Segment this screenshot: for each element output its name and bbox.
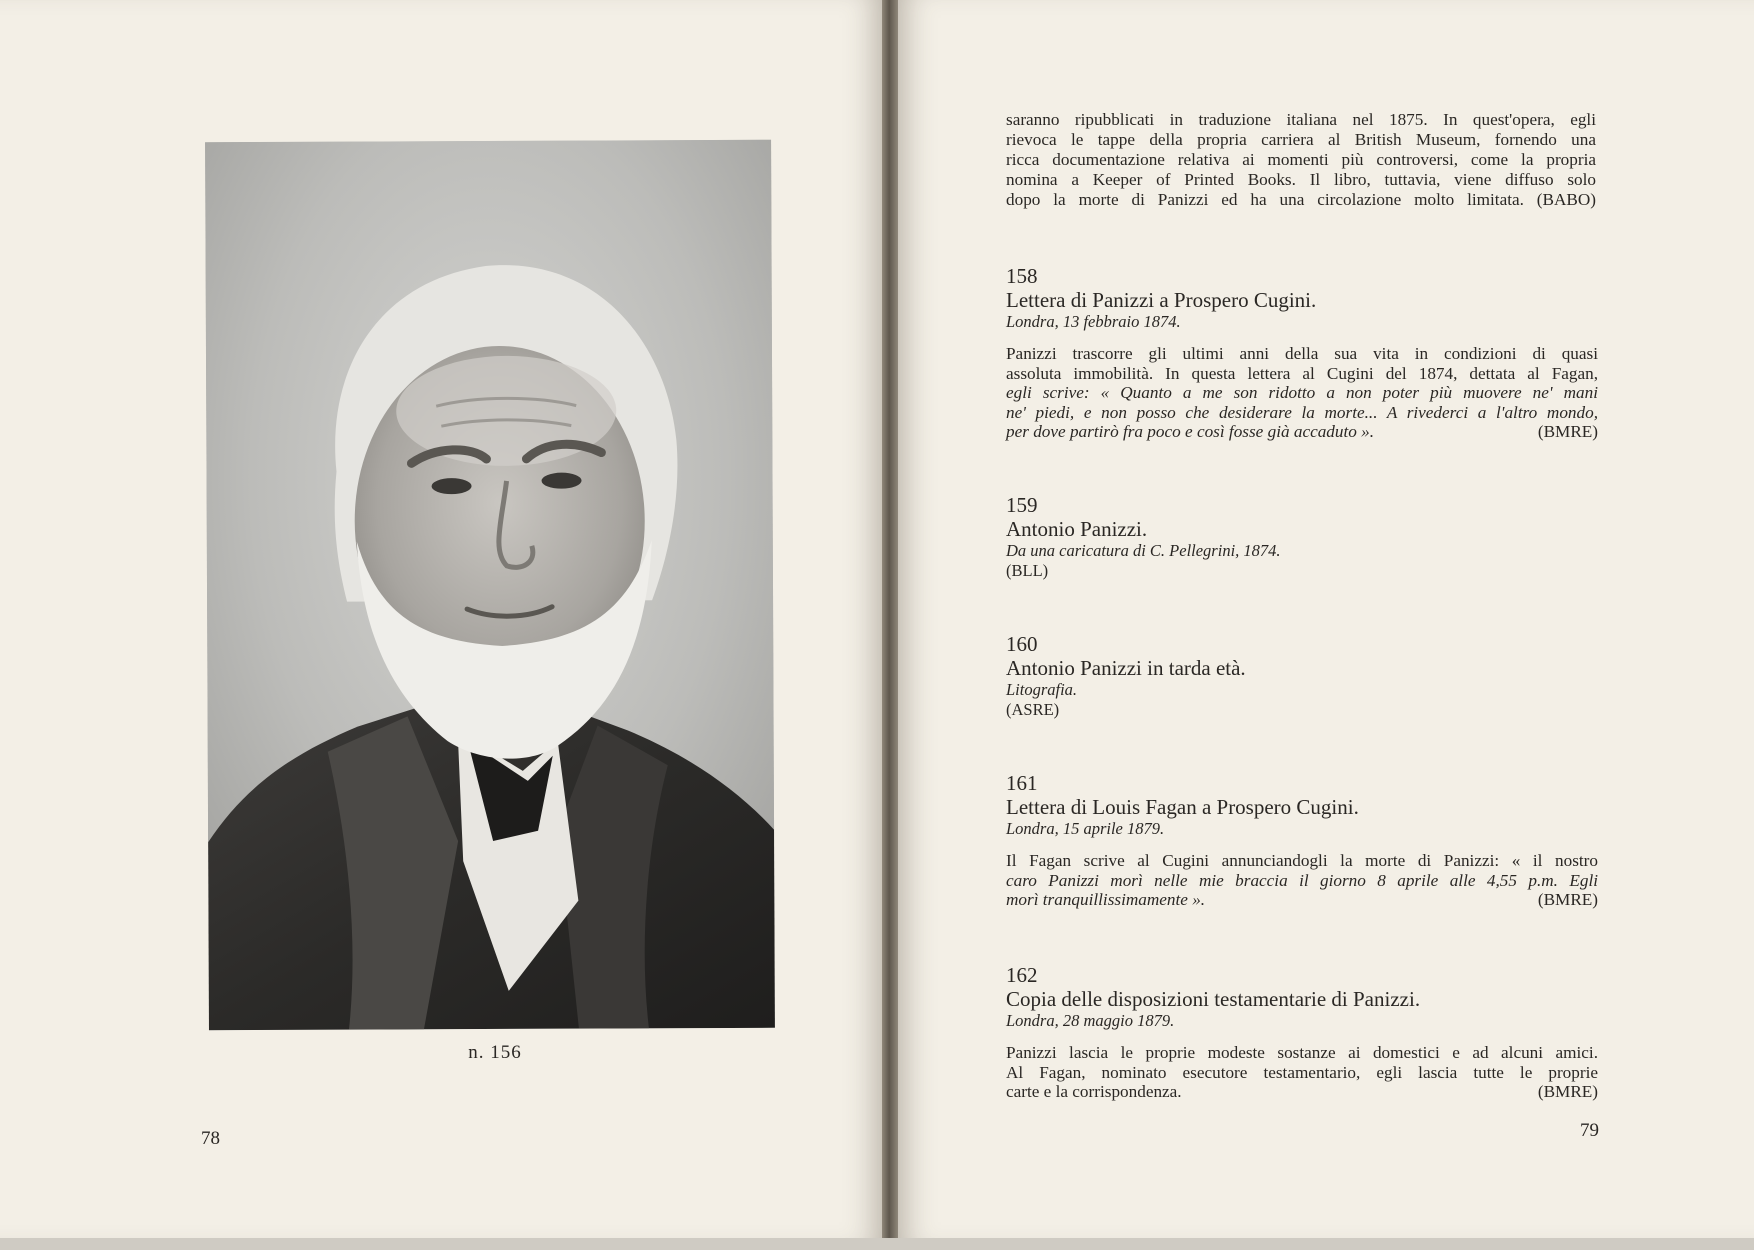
intro-paragraph xyxy=(1006,110,1596,210)
entry-reference: (BMRE) xyxy=(1537,1082,1598,1102)
entry-number: 160 xyxy=(1006,632,1038,656)
body-line: Panizzi trascorre gli ultimi anni della sua vita in condizioni di quasi xyxy=(1006,344,1598,363)
body-line: egli scrive: « Quanto a me son ridotto a non poter più muovere ne' mani xyxy=(1006,383,1598,403)
body-line: Al Fagan, nominato esecutore testamentario, egli lascia tutte le proprie xyxy=(1006,1062,1598,1082)
body-line: per dove partirò fra poco e così fosse già accaduto ». xyxy=(1006,422,1375,442)
entry-body xyxy=(1006,344,1598,442)
entry-title: Lettera di Panizzi a Prospero Cugini. xyxy=(1006,288,1317,312)
body-line: Il Fagan scrive al Cugini annunciandogli la morte di Panizzi: « il nostro xyxy=(1006,851,1598,870)
entry-reference: (BLL) xyxy=(1006,561,1049,580)
catalog-entry-162 xyxy=(1006,963,1598,1102)
catalog-entry-161 xyxy=(1006,771,1598,910)
entry-title: Antonio Panizzi. xyxy=(1006,517,1148,541)
entry-subtitle: Londra, 15 aprile 1879. xyxy=(1006,819,1165,838)
body-line: assoluta immobilità. In questa lettera al Cugini del 1874, dettata al Fagan, xyxy=(1006,363,1598,383)
entry-subtitle: Litografia. xyxy=(1006,680,1078,699)
entry-reference: (BMRE) xyxy=(1537,422,1598,442)
portrait-photo xyxy=(205,140,775,1030)
catalog-entry-159 xyxy=(1006,493,1598,581)
entry-title: Copia delle disposizioni testamentarie di Panizzi. xyxy=(1006,987,1421,1011)
book-gutter xyxy=(882,0,898,1250)
body-line: ne' piedi, e non posso che desiderare la morte... A rivederci a l'altro mondo, xyxy=(1006,402,1598,422)
intro-line: dopo la morte di Panizzi ed ha una circolazione molto limitata. (BABO) xyxy=(1006,190,1596,209)
entry-number: 159 xyxy=(1006,493,1038,517)
entry-body xyxy=(1006,851,1598,910)
portrait-illustration xyxy=(205,140,775,1030)
page-number-left: 78 xyxy=(201,1128,220,1149)
intro-line: rievoca le tappe della propria carriera al British Museum, fornendo una xyxy=(1006,130,1596,149)
page-number-right: 79 xyxy=(1580,1120,1599,1141)
bottom-edge xyxy=(0,1238,1754,1250)
intro-line: saranno ripubblicati in traduzione italiana nel 1875. In quest'opera, egli xyxy=(1006,110,1596,129)
entry-number: 158 xyxy=(1006,264,1038,288)
entry-subtitle: Londra, 28 maggio 1879. xyxy=(1006,1011,1175,1030)
entry-number: 161 xyxy=(1006,771,1038,795)
body-line: Panizzi lascia le proprie modeste sostanze ai domestici e ad alcuni amici. xyxy=(1006,1043,1598,1062)
intro-line: nomina a Keeper of Printed Books. Il libro, tuttavia, viene diffuso solo xyxy=(1006,170,1596,189)
entry-subtitle: Londra, 13 febbraio 1874. xyxy=(1006,312,1181,331)
intro-line: ricca documentazione relativa ai momenti più controversi, come la propria xyxy=(1006,150,1596,169)
body-line: caro Panizzi morì nelle mie braccia il giorno 8 aprile alle 4,55 p.m. Egli xyxy=(1006,870,1598,890)
catalog-entry-158 xyxy=(1006,264,1598,442)
entry-reference: (ASRE) xyxy=(1006,700,1060,719)
catalog-entry-160 xyxy=(1006,632,1598,720)
body-line: morì tranquillissimamente ». xyxy=(1006,890,1206,910)
body-line: carte e la corrispondenza. xyxy=(1006,1082,1182,1102)
entry-body xyxy=(1006,1043,1598,1102)
entry-number: 162 xyxy=(1006,963,1038,987)
photo-caption: n. 156 xyxy=(468,1042,522,1063)
entry-subtitle: Da una caricatura di C. Pellegrini, 1874. xyxy=(1006,541,1281,560)
entry-title: Lettera di Louis Fagan a Prospero Cugini. xyxy=(1006,795,1359,819)
entry-reference: (BMRE) xyxy=(1537,890,1598,910)
entry-title: Antonio Panizzi in tarda età. xyxy=(1006,656,1246,680)
